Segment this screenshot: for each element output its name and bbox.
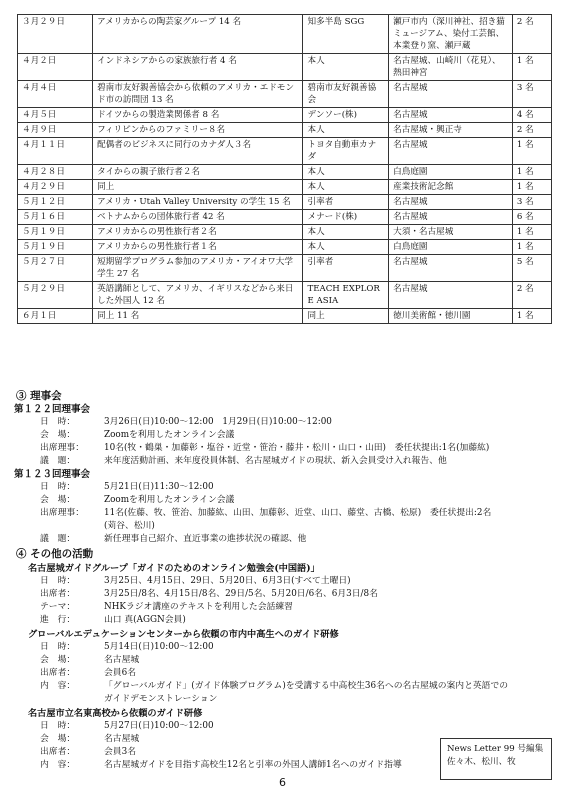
meeting123-venue: 会 場： Zoomを利用したオンライン会議: [40, 495, 235, 505]
table-row: [18, 255, 552, 282]
activity1-heading: 名古屋城ガイドグループ「ガイドのためのオンライン勉強会(中国語)」: [28, 563, 320, 574]
cell-host: 本人: [303, 123, 389, 138]
cell-group: アメリカからの陶芸家グループ 14 名: [93, 15, 303, 54]
cell-date: ６月１日: [18, 309, 93, 324]
cell-place: 名古屋城: [389, 195, 513, 210]
cell-guides: 1 名: [512, 138, 551, 165]
cell-host: TEACH EXPLORE ASIA: [303, 282, 389, 309]
activity2-heading: グローバルエデュケーションセンターから依頼の市内中高生へのガイド研修: [28, 629, 339, 640]
editors-title: News Letter 99 号編集: [447, 744, 544, 754]
cell-host: 同上: [303, 309, 389, 324]
cell-place: 瀬戸市内（深川神社、招き猫ミュージアム、染付工芸館、本業登り窯、瀬戸蔵: [389, 15, 513, 54]
cell-guides: 2 名: [512, 123, 551, 138]
cell-host: 本人: [303, 180, 389, 195]
activity1-theme: テーマ： NHKラジオ講座のテキストを利用した会話練習: [40, 602, 293, 612]
cell-date: ５月１９日: [18, 225, 93, 240]
guide-schedule-table: [17, 14, 552, 324]
cell-place: 名古屋城: [389, 210, 513, 225]
activity3-attendees: 出席者： 会員3名: [40, 747, 136, 757]
cell-guides: 1 名: [512, 309, 551, 324]
meeting123-date: 日 時： 5月21日(日)11:30～12:00: [40, 482, 214, 492]
cell-group: ドイツからの製造業関係者 8 名: [93, 108, 303, 123]
table-row: [18, 225, 552, 240]
cell-date: ５月１６日: [18, 210, 93, 225]
cell-date: ４月１１日: [18, 138, 93, 165]
meeting122-agenda: 議 題： 来年度活動計画、来年度役員体制、名古屋城ガイドの現状、新入会員受け入れ報告、他: [40, 456, 447, 466]
cell-group: アメリカ・Utah Valley University の学生 15 名: [93, 195, 303, 210]
table-row: [18, 210, 552, 225]
cell-group: タイからの親子旅行者２名: [93, 165, 303, 180]
meeting123-attendees-cont: (苅谷、松川): [104, 521, 155, 531]
cell-guides: 6 名: [512, 210, 551, 225]
cell-host: メナード(株): [303, 210, 389, 225]
cell-date: ５月１９日: [18, 240, 93, 255]
cell-host: 碧南市友好親善協会: [303, 81, 389, 108]
cell-guides: 2 名: [512, 15, 551, 54]
cell-guides: 2 名: [512, 282, 551, 309]
activity2-venue: 会 場： 名古屋城: [40, 655, 140, 665]
meeting122-venue: 会 場： Zoomを利用したオンライン会議: [40, 430, 235, 440]
cell-guides: 5 名: [512, 255, 551, 282]
cell-guides: 1 名: [512, 165, 551, 180]
cell-group: インドネシアからの家族旅行者 4 名: [93, 54, 303, 81]
activity2-attendees: 出席者： 会員6名: [40, 668, 136, 678]
activity3-venue: 会 場： 名古屋城: [40, 734, 140, 744]
cell-place: 名古屋城、山崎川（花見）、熱田神宮: [389, 54, 513, 81]
cell-place: 名古屋城: [389, 108, 513, 123]
cell-date: ４月２９日: [18, 180, 93, 195]
cell-date: ４月４日: [18, 81, 93, 108]
section4-title: ④ その他の活動: [16, 548, 94, 560]
cell-date: ５月２９日: [18, 282, 93, 309]
activity3-heading: 名古屋市立名東高校から依頼のガイド研修: [28, 708, 203, 719]
cell-guides: 1 名: [512, 180, 551, 195]
table-row: [18, 165, 552, 180]
meeting123-attendees: 出席理事： 11名(佐藤、牧、笹治、加藤紘、山田、加藤彰、近堂、山口、藤堂、古橋、松原) 委任状提出:2名: [40, 508, 492, 518]
cell-host: トヨタ自動車カナダ: [303, 138, 389, 165]
meeting122-heading: 第１２２回理事会: [14, 404, 91, 415]
table-row: [18, 81, 552, 108]
cell-host: 本人: [303, 54, 389, 81]
cell-guides: 1 名: [512, 240, 551, 255]
cell-place: 名古屋城・興正寺: [389, 123, 513, 138]
cell-group: アメリカからの男性旅行者２名: [93, 225, 303, 240]
activity3-content: 内 容： 名古屋城ガイドを目指す高校生12名と引率の外国人講師1名へのガイド指導: [40, 760, 402, 770]
table-row: [18, 195, 552, 210]
cell-guides: 3 名: [512, 195, 551, 210]
cell-host: 本人: [303, 225, 389, 240]
cell-date: ５月１２日: [18, 195, 93, 210]
cell-date: ４月２日: [18, 54, 93, 81]
cell-group: 同上 11 名: [93, 309, 303, 324]
meeting123-agenda: 議 題： 新任理事自己紹介、直近事業の進捗状況の確認、他: [40, 534, 307, 544]
cell-group: 英語講師として、アメリカ、イギリスなどから来日した外国人 12 名: [93, 282, 303, 309]
cell-group: 短期留学プログラム参加のアメリカ・アイオワ大学学生 27 名: [93, 255, 303, 282]
cell-group: 同上: [93, 180, 303, 195]
cell-date: ４月９日: [18, 123, 93, 138]
cell-place: 徳川美術館・徳川園: [389, 309, 513, 324]
cell-date: ４月２８日: [18, 165, 93, 180]
cell-place: 大須・名古屋城: [389, 225, 513, 240]
cell-place: 名古屋城: [389, 282, 513, 309]
cell-host: 引率者: [303, 255, 389, 282]
activity2-content-cont: ガイドデモンストレーション: [104, 694, 218, 704]
cell-group: 配偶者のビジネスに同行のカナダ人３名: [93, 138, 303, 165]
page-number: 6: [279, 776, 286, 789]
cell-place: 名古屋城: [389, 255, 513, 282]
cell-group: ベトナムからの団体旅行者 42 名: [93, 210, 303, 225]
cell-host: 本人: [303, 240, 389, 255]
cell-host: 引率者: [303, 195, 389, 210]
table-row: [18, 180, 552, 195]
cell-guides: 3 名: [512, 81, 551, 108]
cell-place: 名古屋城: [389, 81, 513, 108]
cell-guides: 4 名: [512, 108, 551, 123]
table-row: [18, 15, 552, 54]
cell-host: デンソー(株): [303, 108, 389, 123]
activity2-content: 内 容： 「グローバルガイド」(ガイド体験プログラム)を受講する中高校生36名への名古屋城の案内と英語での: [40, 681, 509, 691]
table-row: [18, 282, 552, 309]
cell-group: アメリカからの男性旅行者１名: [93, 240, 303, 255]
table-row: [18, 123, 552, 138]
table-row: [18, 54, 552, 81]
cell-date: ４月５日: [18, 108, 93, 123]
cell-host: 本人: [303, 165, 389, 180]
cell-host: 知多半島 SGG: [303, 15, 389, 54]
table-row: [18, 138, 552, 165]
meeting122-date: 日 時： 3月26日(日)10:00～12:00 1月29日(日)10:00～12:00: [40, 417, 332, 427]
meeting123-heading: 第１２３回理事会: [14, 469, 91, 480]
editors-names: 佐々木、松川、牧: [447, 757, 516, 767]
activity1-date: 日 時： 3月25日、4月15日、29日、5月20日、6月3日(すべて土曜日): [40, 576, 351, 586]
cell-place: 白鳥庭園: [389, 165, 513, 180]
activity1-attendees: 出席者： 3月25日/8名、4月15日/8名、29日/5名、5月20日/6名、6月3日/8名: [40, 589, 378, 599]
activity3-date: 日 時： 5月27日(日)10:00～12:00: [40, 721, 214, 731]
editors-box: [440, 738, 552, 780]
table-row: [18, 240, 552, 255]
meeting122-attendees: 出席理事： 10名(牧・鶴巣・加藤彰・塩谷・近堂・笹治・藤井・松川・山口・山田) 委任状提出:1名(加藤紘): [40, 443, 490, 453]
cell-guides: 1 名: [512, 225, 551, 240]
table-row: [18, 108, 552, 123]
cell-guides: 1 名: [512, 54, 551, 81]
cell-place: 名古屋城: [389, 138, 513, 165]
cell-date: ５月２７日: [18, 255, 93, 282]
cell-group: フィリピンからのファミリー８名: [93, 123, 303, 138]
cell-place: 白鳥庭園: [389, 240, 513, 255]
activity1-lead: 進 行： 山口 真(AGGN会員): [40, 615, 186, 625]
section3-title: ③ 理事会: [16, 390, 62, 402]
cell-group: 碧南市友好親善協会から依頼のアメリカ・エドモンド市の訪問団 13 名: [93, 81, 303, 108]
cell-place: 産業技術記念館: [389, 180, 513, 195]
cell-date: ３月２９日: [18, 15, 93, 54]
table-row: [18, 309, 552, 324]
activity2-date: 日 時： 5月14日(日)10:00～12:00: [40, 642, 214, 652]
